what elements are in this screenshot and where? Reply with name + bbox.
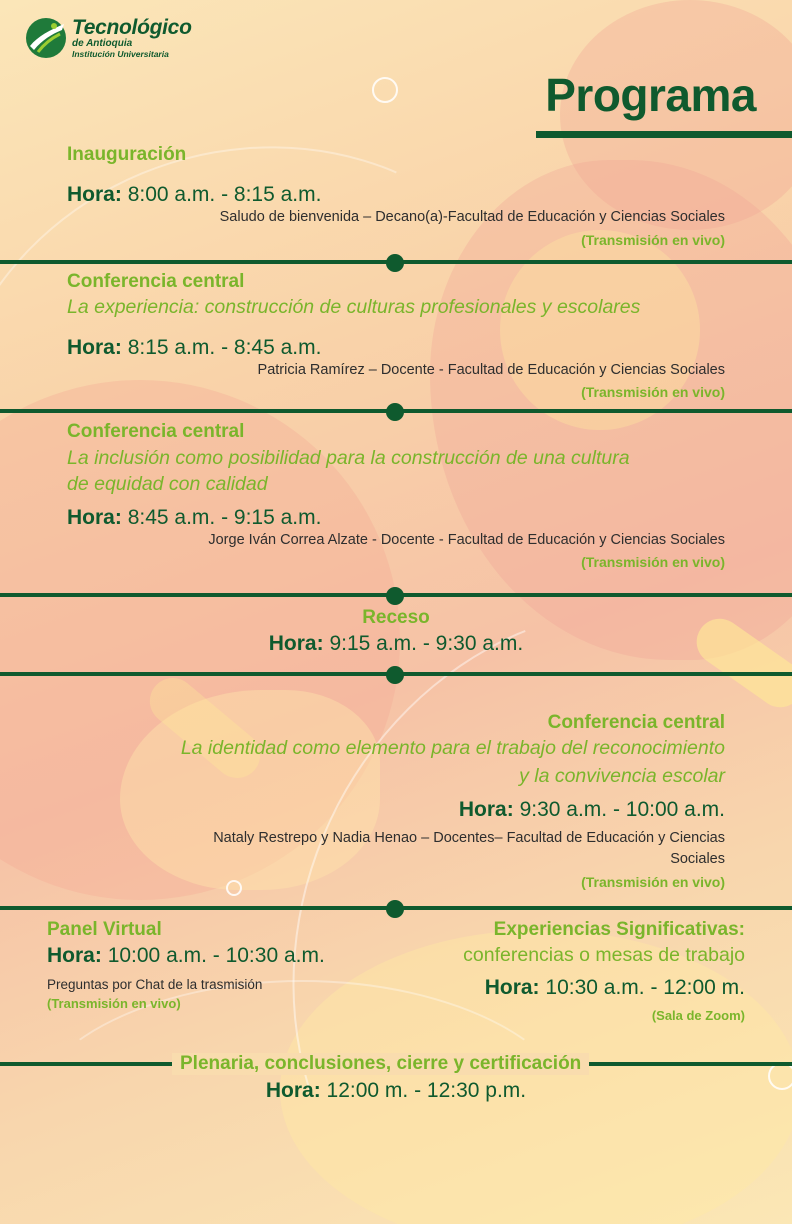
session-2-speaker: Patricia Ramírez – Docente - Facultad de Educación y Ciencias Sociales <box>257 362 725 378</box>
title-underline <box>536 131 792 138</box>
logo-subtitle: de Antioquia <box>72 38 133 50</box>
experiences-time: Hora: 10:30 a.m. - 12:00 m. <box>484 976 745 999</box>
session-1-title: Inauguración <box>67 144 187 165</box>
divider-dot <box>386 254 404 272</box>
session-5-speaker-line2: Sociales <box>670 851 725 867</box>
session-5-topic-line1: La identidad como elemento para el trabajo del reconocimiento <box>180 737 725 759</box>
session-1-speaker: Saludo de bienvenida – Decano(a)-Facultad de Educación y Ciencias Sociales <box>219 209 725 225</box>
panel-virtual-note: Preguntas por Chat de la trasmisión <box>47 977 263 992</box>
experiences-title: Experiencias Significativas: <box>493 919 745 940</box>
closing-time: Hora: 12:00 m. - 12:30 p.m. <box>265 1079 527 1102</box>
panel-virtual-title: Panel Virtual <box>47 919 162 940</box>
institution-logo <box>24 16 192 60</box>
session-3-speaker: Jorge Iván Correa Alzate - Docente - Facultad de Educación y Ciencias Sociales <box>208 532 725 548</box>
session-2-topic: La experiencia: construcción de culturas profesionales y escolares <box>67 296 641 318</box>
session-1-time: Hora: 8:00 a.m. - 8:15 a.m. <box>67 183 322 206</box>
page-title: Programa <box>545 69 756 121</box>
session-2-title: Conferencia central <box>67 271 245 292</box>
session-2-mode: (Transmisión en vivo) <box>581 384 725 400</box>
break-title: Receso <box>362 607 430 628</box>
session-5-topic-line2: y la convivencia escolar <box>519 765 725 787</box>
closing-title: Plenaria, conclusiones, cierre y certificación <box>172 1053 589 1075</box>
divider-dot <box>386 403 404 421</box>
session-3-topic-line1: La inclusión como posibilidad para la construcción de una cultura <box>67 447 630 469</box>
logo-emblem-icon <box>24 16 68 60</box>
panel-virtual-time: Hora: 10:00 a.m. - 10:30 a.m. <box>47 944 325 967</box>
logo-name: Tecnológico <box>72 16 192 40</box>
divider-dot <box>386 900 404 918</box>
session-3-mode: (Transmisión en vivo) <box>581 554 725 570</box>
session-3-time: Hora: 8:45 a.m. - 9:15 a.m. <box>67 506 322 529</box>
session-5-time: Hora: 9:30 a.m. - 10:00 a.m. <box>458 798 725 821</box>
session-5-speaker-line1: Nataly Restrepo y Nadia Henao – Docentes– Facultad de Educación y Ciencias <box>213 830 725 846</box>
divider-dot <box>386 666 404 684</box>
experiences-subtitle: conferencias o mesas de trabajo <box>463 944 745 966</box>
break-time: Hora: 9:15 a.m. - 9:30 a.m. <box>268 632 524 655</box>
session-3-topic-line2: de equidad con calidad <box>67 473 268 495</box>
session-2-time: Hora: 8:15 a.m. - 8:45 a.m. <box>67 336 322 359</box>
logo-tagline: Institución Universitaria <box>72 49 169 60</box>
session-5-mode: (Transmisión en vivo) <box>581 874 725 890</box>
session-3-title: Conferencia central <box>67 421 245 442</box>
session-1-mode: (Transmisión en vivo) <box>581 232 725 248</box>
divider-dot <box>386 587 404 605</box>
experiences-mode: (Sala de Zoom) <box>651 1008 745 1023</box>
panel-virtual-mode: (Transmisión en vivo) <box>47 996 181 1011</box>
session-5-title: Conferencia central <box>547 712 725 733</box>
